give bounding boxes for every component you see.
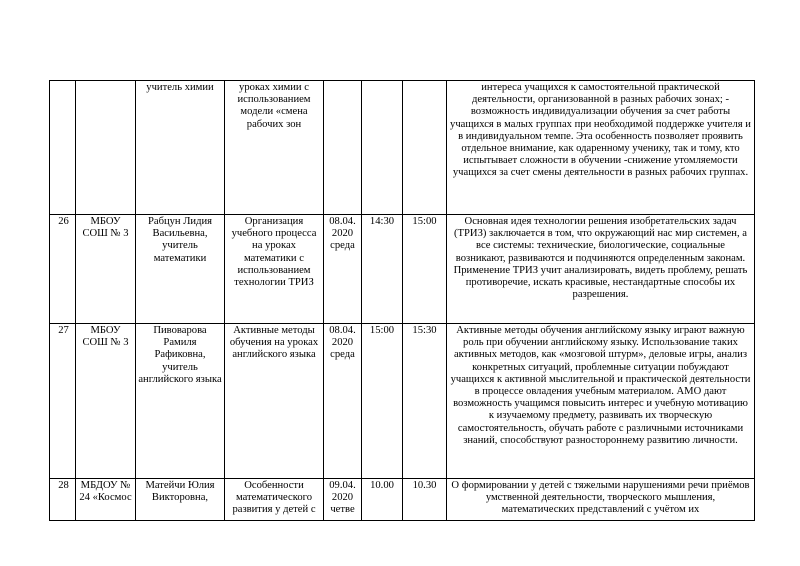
organization: МБОУ СОШ № 3	[76, 324, 136, 479]
start-time: 10.00	[362, 479, 403, 521]
topic: уроках химии с использованием модели «смена рабочих зон	[225, 81, 324, 215]
organization	[76, 81, 136, 215]
start-time	[362, 81, 403, 215]
description: О формировании у детей с тяжелыми нарушениями речи приёмов умственной деятельности, творческого мышления, математических представлений с учётом их	[447, 479, 755, 521]
teacher: учитель химии	[136, 81, 225, 215]
row-number	[50, 81, 76, 215]
date: 09.04. 2020 четве	[324, 479, 362, 521]
end-time	[403, 81, 447, 215]
row-number: 27	[50, 324, 76, 479]
table-row	[50, 81, 755, 215]
description: Активные методы обучения английскому языку играют важную роль при обучении английскому языку. Использование таких активных методов, как «мозговой штурм», деловые игры, анализ конкретных ситуаций, проблемные ситуации побуждают учащихся к активной мыслительной и практической деятельности в процессе овладения учебным материалом. АМО дают возможность учащимся повысить интерес и учебную мотивацию к изучаемому предмету, развивать их творческую самостоятельность, обучать работе с различными источниками знаний, способствуют разностороннему развитию личности.	[447, 324, 755, 479]
end-time: 15:00	[403, 215, 447, 324]
topic: Организация учебного процесса на уроках математики с использованием технологии ТРИЗ	[225, 215, 324, 324]
topic: Активные методы обучения на уроках английского языка	[225, 324, 324, 479]
organization: МБДОУ № 24 «Космос	[76, 479, 136, 521]
row-number: 28	[50, 479, 76, 521]
description: Основная идея технологии решения изобретательских задач (ТРИЗ) заключается в том, что окружающий нас мир системен, а все системы: технические, биологические, социальные возникают, развиваются и подчиняются определенным законам. Применение ТРИЗ учит анализировать, видеть проблему, решать противоречие, искать красивые, нестандартные способы их разрешения.	[447, 215, 755, 324]
date: 08.04. 2020 среда	[324, 215, 362, 324]
description: интереса учащихся к самостоятельной практической деятельности, организованной в разных рабочих зонах; - возможность индивидуализации обучения за счет работы учащихся в малых группах при необходимой поддержке учителя и в индивидуальном темпе. Эта особенность позволяет проявить отдельное внимание, как одаренному ученику, так и тому, кто испытывает сложности в обучении -снижение утомляемости учащихся за счет смены деятельности в разных рабочих группах.	[447, 81, 755, 215]
topic: Особенности математического развития у детей с	[225, 479, 324, 521]
schedule-table	[49, 80, 755, 521]
organization: МБОУ СОШ № 3	[76, 215, 136, 324]
start-time: 14:30	[362, 215, 403, 324]
start-time: 15:00	[362, 324, 403, 479]
table-row	[50, 215, 755, 324]
table-row	[50, 479, 755, 521]
teacher: Матейчи Юлия Викторовна,	[136, 479, 225, 521]
table-row	[50, 324, 755, 479]
teacher: Пивоварова Рамиля Рафиковна, учитель английского языка	[136, 324, 225, 479]
teacher: Рабцун Лидия Васильевна, учитель математики	[136, 215, 225, 324]
date	[324, 81, 362, 215]
end-time: 10.30	[403, 479, 447, 521]
end-time: 15:30	[403, 324, 447, 479]
date: 08.04. 2020 среда	[324, 324, 362, 479]
row-number: 26	[50, 215, 76, 324]
